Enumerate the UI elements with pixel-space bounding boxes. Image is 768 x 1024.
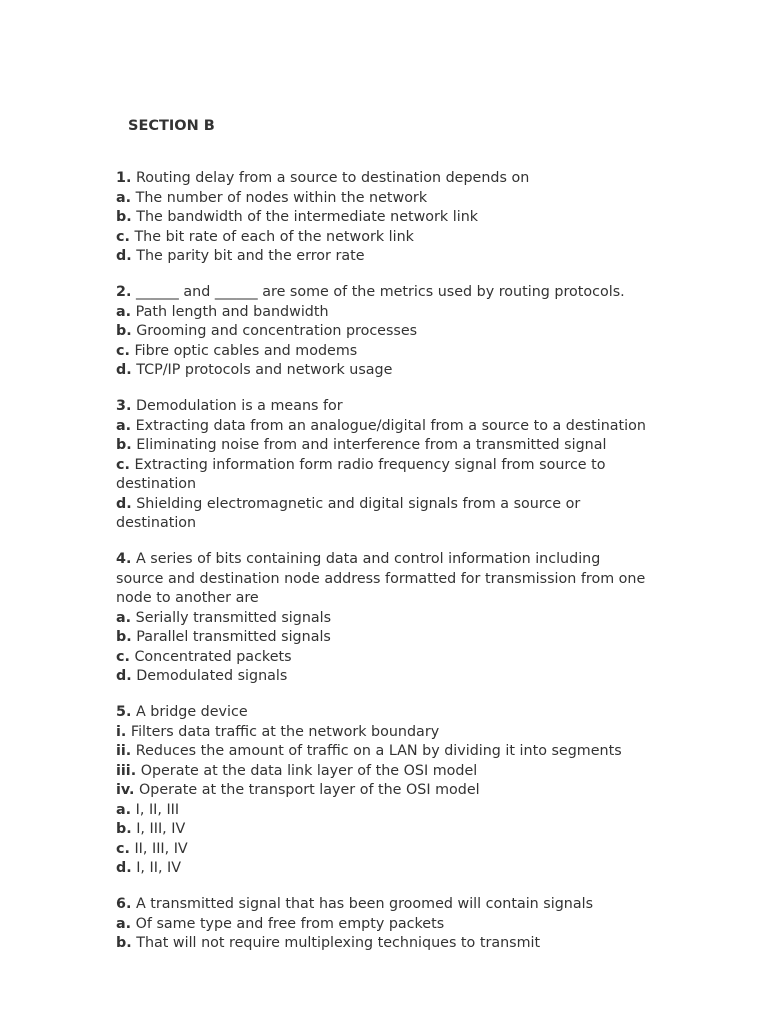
option-text: Of same type and free from empty packets — [135, 915, 445, 932]
question-number: 6. — [116, 896, 132, 912]
answer-option — [116, 322, 651, 342]
answer-option — [116, 762, 651, 782]
question-text: A series of bits containing data and control information including source and destination node address formatted for transmission from one node to another are — [116, 551, 646, 606]
answer-option — [116, 247, 651, 267]
question-stem — [116, 397, 651, 417]
option-marker: b. — [116, 629, 132, 645]
option-text: The bit rate of each of the network link — [134, 228, 414, 245]
answer-option — [116, 648, 651, 668]
answer-option — [116, 189, 651, 209]
option-marker: d. — [116, 668, 132, 684]
answer-option — [116, 628, 651, 648]
answer-option — [116, 723, 651, 743]
option-text: Path length and bandwidth — [135, 303, 329, 320]
section-title: SECTION B — [128, 118, 215, 134]
option-marker: ii. — [116, 743, 132, 759]
answer-option — [116, 228, 651, 248]
option-marker: b. — [116, 323, 132, 339]
answer-option — [116, 781, 651, 801]
option-marker: c. — [116, 648, 130, 665]
option-marker: b. — [116, 437, 132, 453]
answer-option — [116, 915, 651, 935]
option-marker: b. — [116, 209, 132, 225]
question-3 — [116, 397, 651, 534]
question-list — [116, 169, 651, 970]
option-text: The parity bit and the error rate — [136, 248, 365, 264]
question-number: 3. — [116, 398, 132, 414]
option-text: Reduces the amount of traffic on a LAN by dividing it into segments — [135, 743, 622, 759]
answer-option — [116, 667, 651, 687]
answer-option — [116, 417, 651, 437]
question-5 — [116, 703, 651, 879]
option-marker: b. — [116, 821, 132, 837]
option-marker: a. — [116, 303, 132, 320]
option-text: I, III, IV — [136, 821, 186, 837]
option-text: Parallel transmitted signals — [136, 629, 331, 645]
question-number: 2. — [116, 284, 132, 300]
option-marker: a. — [116, 801, 132, 818]
question-stem — [116, 703, 651, 723]
option-text: I, II, III — [135, 801, 180, 818]
option-text: Fibre optic cables and modems — [134, 342, 358, 359]
option-text: Eliminating noise from and interference from a transmitted signal — [136, 437, 607, 453]
option-marker: d. — [116, 362, 132, 378]
question-1 — [116, 169, 651, 267]
answer-option — [116, 303, 651, 323]
option-marker: d. — [116, 495, 132, 512]
question-text: A bridge device — [135, 704, 248, 720]
option-marker: a. — [116, 915, 132, 932]
option-text: Serially transmitted signals — [135, 609, 332, 626]
option-text: TCP/IP protocols and network usage — [136, 362, 393, 378]
question-text: Routing delay from a source to destination depends on — [135, 170, 530, 186]
option-marker: c. — [116, 840, 130, 857]
option-text: Grooming and concentration processes — [136, 323, 418, 339]
question-4 — [116, 550, 651, 687]
option-text: II, III, IV — [134, 840, 188, 857]
option-text: The number of nodes within the network — [135, 189, 428, 206]
answer-option — [116, 859, 651, 879]
answer-option — [116, 361, 651, 381]
option-marker: d. — [116, 860, 132, 876]
option-marker: a. — [116, 417, 132, 434]
question-number: 5. — [116, 704, 132, 720]
option-text: Concentrated packets — [134, 648, 292, 665]
option-marker: b. — [116, 935, 132, 951]
answer-option — [116, 801, 651, 821]
answer-option — [116, 342, 651, 362]
option-text: Filters data traffic at the network boundary — [130, 723, 440, 740]
option-marker: c. — [116, 228, 130, 245]
answer-option — [116, 609, 651, 629]
answer-option — [116, 436, 651, 456]
question-stem — [116, 283, 651, 303]
question-text: A transmitted signal that has been groomed will contain signals — [135, 896, 594, 912]
question-6 — [116, 895, 651, 954]
answer-option — [116, 934, 651, 954]
option-text: Operate at the transport layer of the OSI model — [139, 782, 480, 798]
question-number: 1. — [116, 170, 132, 186]
answer-option — [116, 840, 651, 860]
option-text: That will not require multiplexing techniques to transmit — [136, 935, 541, 951]
option-text: Shielding electromagnetic and digital signals from a source or destination — [116, 495, 581, 531]
option-text: Demodulated signals — [136, 668, 288, 684]
option-text: Operate at the data link layer of the OSI model — [140, 762, 478, 779]
option-marker: d. — [116, 248, 132, 264]
option-text: Extracting data from an analogue/digital from a source to a destination — [135, 417, 646, 434]
option-marker: a. — [116, 609, 132, 626]
question-number: 4. — [116, 551, 132, 567]
option-marker: iv. — [116, 782, 135, 798]
answer-option — [116, 742, 651, 762]
answer-option — [116, 820, 651, 840]
question-text: Demodulation is a means for — [135, 398, 343, 414]
option-marker: i. — [116, 723, 127, 740]
answer-option — [116, 456, 651, 495]
question-text: ______ and ______ are some of the metrics used by routing protocols. — [135, 284, 625, 300]
option-text: The bandwidth of the intermediate network link — [136, 209, 479, 225]
answer-option — [116, 208, 651, 228]
option-marker: c. — [116, 342, 130, 359]
question-2 — [116, 283, 651, 381]
question-stem — [116, 550, 651, 609]
question-stem — [116, 895, 651, 915]
option-text: I, II, IV — [136, 860, 182, 876]
question-stem — [116, 169, 651, 189]
option-marker: c. — [116, 456, 130, 473]
option-marker: a. — [116, 189, 132, 206]
answer-option — [116, 495, 651, 534]
option-text: Extracting information form radio frequency signal from source to destination — [116, 456, 606, 492]
option-marker: iii. — [116, 762, 137, 779]
